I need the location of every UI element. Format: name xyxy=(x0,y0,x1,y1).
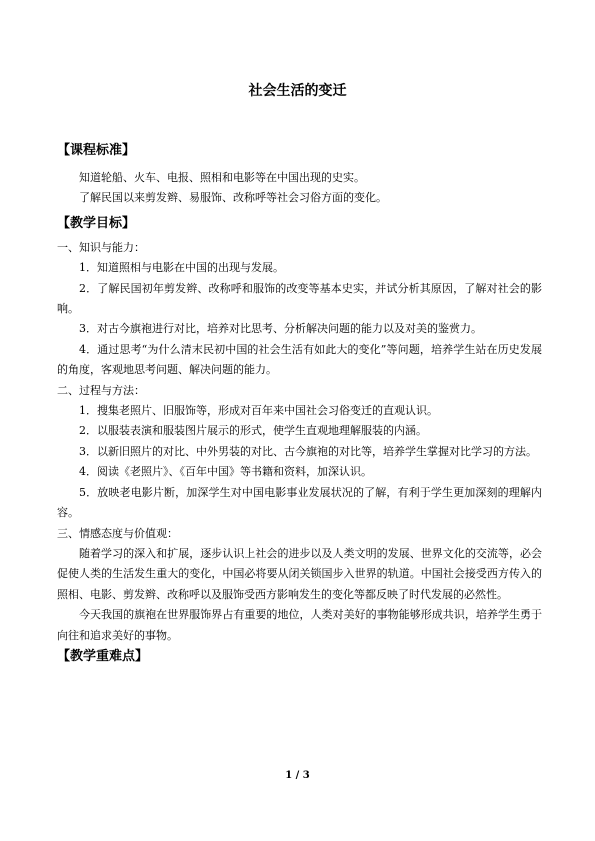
heading-key-difficult-points: 【教学重难点】 xyxy=(57,648,149,664)
standard-para-2: 了解民国以来剪发辫、易服饰、改称呼等社会习俗方面的变化。 xyxy=(79,191,387,205)
page-number: 1 / 3 xyxy=(285,770,310,781)
goals-part2-item-3: 3．以新旧照片的对比、中外男装的对比、古今旗袍的对比等，培养学生掌握对比学习的方法。 xyxy=(79,444,537,458)
heading-teaching-goals: 【教学目标】 xyxy=(57,215,136,231)
document-body xyxy=(57,142,542,666)
goals-part2-item-5: 5．放映老电影片断，加深学生对中国电影事业发展状况的了解，有利于学生更加深刻的理解内容。 xyxy=(57,485,542,520)
goals-part1-item-4: 4．通过思考“为什么清末民初中国的社会生活有如此大的变化”等问题，培养学生站在历史发展的角度，客观地思考问题、解决问题的能力。 xyxy=(57,342,542,377)
goals-part1-title: 一、知识与能力： xyxy=(57,240,145,254)
heading-course-standard: 【课程标准】 xyxy=(57,143,136,158)
goals-part2-title: 二、过程与方法： xyxy=(57,383,145,397)
goals-part1-item-2: 2．了解民国初年剪发辫、改称呼和服饰的改变等基本史实，并试分析其原因，了解对社会的影响。 xyxy=(57,281,542,316)
goals-part3-para-1: 随着学习的深入和扩展，逐步认识上社会的进步以及人类文明的发展、世界文化的交流等，必会促使人类的生活发生重大的变化，中国必将要从闭关锁国步入世界的轨道。中国社会接受西方传入的照相、电影、剪发辫、改称呼以及服饰受西方影响发生的变化等都反映了时代发展的必然性。 xyxy=(57,546,542,601)
goals-part1-item-1: 1．知道照相与电影在中国的出现与发展。 xyxy=(79,261,284,275)
goals-part2-item-4: 4．阅读《老照片》、《百年中国》等书籍和资料，加深认识。 xyxy=(79,465,372,479)
goals-part3-para-2: 今天我国的旗袍在世界服饰界占有重要的地位，人类对美好的事物能够形成共识，培养学生勇于向往和追求美好的事物。 xyxy=(57,608,542,642)
goals-part2-item-2: 2．以服装表演和服装图片展示的形式，使学生直观地理解服装的内涵。 xyxy=(79,424,427,438)
page-title: 社会生活的变迁 xyxy=(248,83,347,99)
goals-part1-item-3: 3．对古今旗袍进行对比，培养对比思考、分析解决问题的能力以及对美的鉴赏力。 xyxy=(79,322,482,336)
standard-para-1: 知道轮船、火车、电报、照相和电影等在中国出现的史实。 xyxy=(79,171,365,184)
goals-part3-title: 三、情感态度与价值观： xyxy=(57,526,178,540)
goals-part2-item-1: 1．搜集老照片、旧服饰等，形成对百年来中国社会习俗变迁的直观认识。 xyxy=(79,404,438,418)
